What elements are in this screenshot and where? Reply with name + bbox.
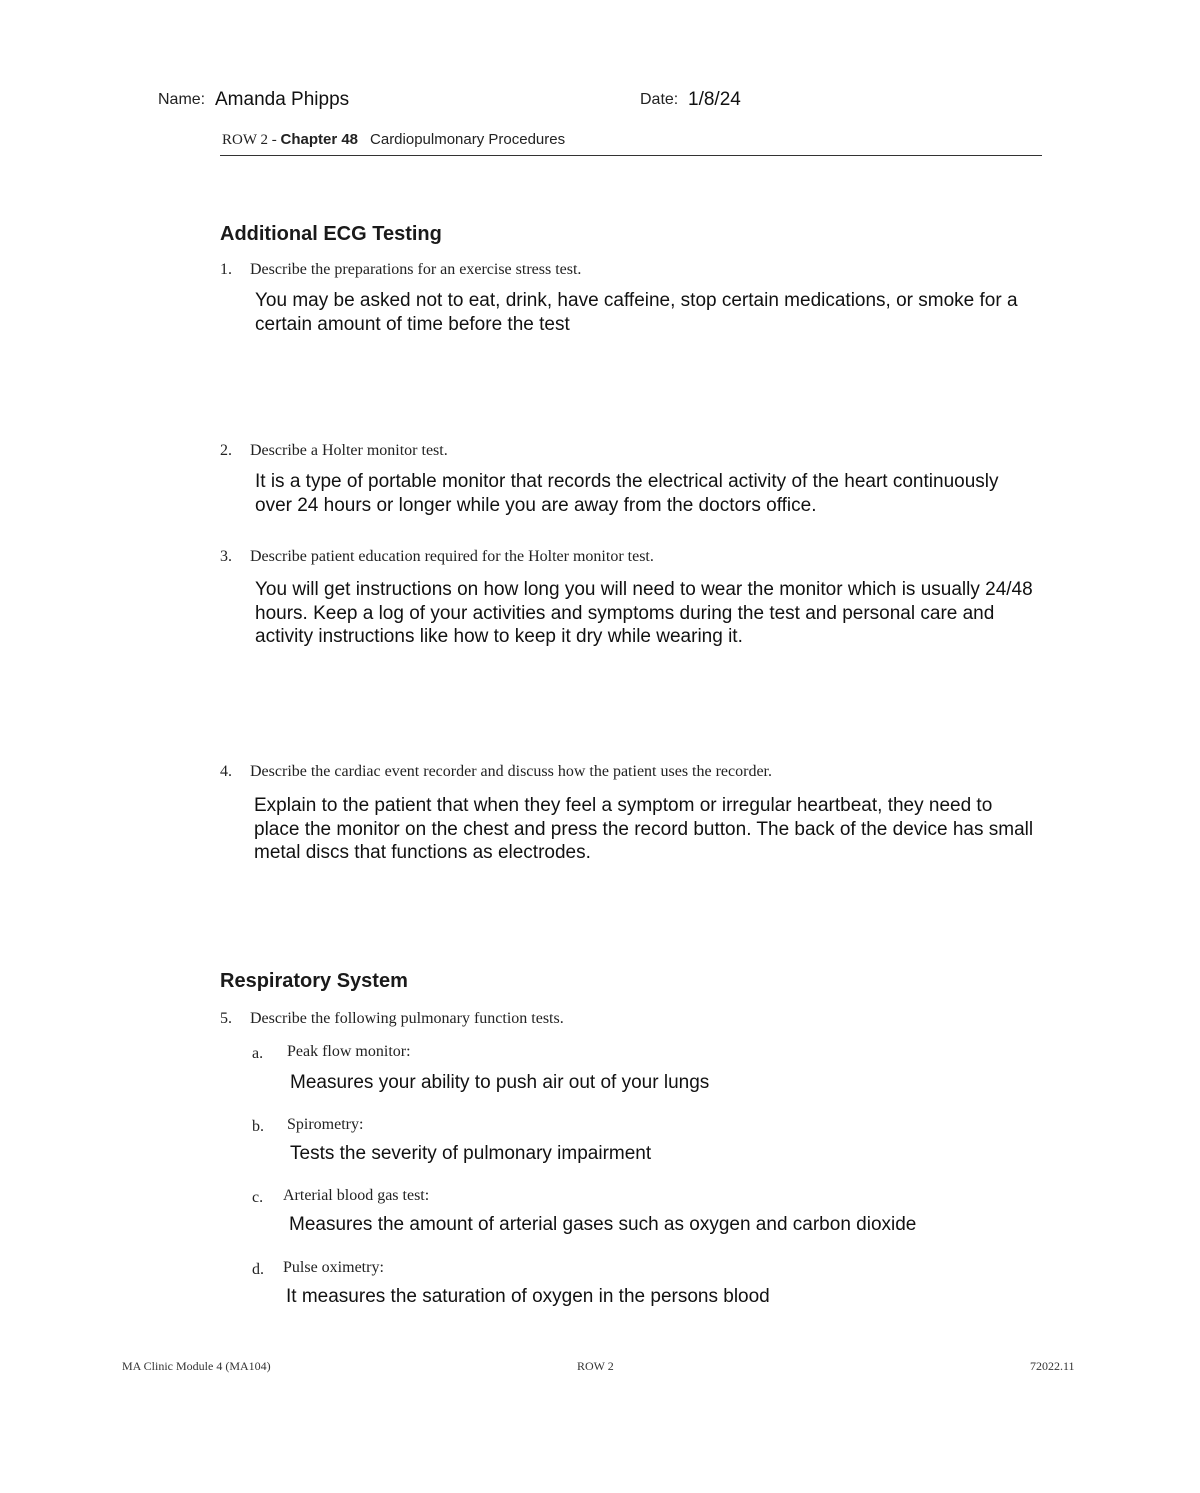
subitem-b-label: Spirometry: — [287, 1116, 364, 1133]
subitem-a-label: Peak flow monitor: — [287, 1043, 411, 1060]
subheading-title: Cardiopulmonary Procedures — [370, 131, 566, 148]
answer-4 — [254, 794, 1114, 865]
subitem-c-answer: Measures the amount of arterial gases such as oxygen and carbon dioxide — [289, 1214, 917, 1235]
question-5-number: 5. — [220, 1010, 232, 1027]
answer-4-line-1: Explain to the patient that when they feel a symptom or irregular heartbeat, they need to — [254, 795, 993, 816]
answer-1-line-2: certain amount of time before the test — [255, 313, 570, 335]
question-2-text: Describe a Holter monitor test. — [250, 442, 448, 459]
header-divider — [220, 155, 1042, 156]
answer-1-line-1: You may be asked not to eat, drink, have caffeine, stop certain medications, or smoke for a — [255, 290, 1018, 311]
footer-course: MA Clinic Module 4 (MA104) — [122, 1359, 271, 1373]
name-label: Name: — [158, 91, 206, 108]
answer-3-line-1: You will get instructions on how long you will need to wear the monitor which is usually 24/48 — [255, 579, 1033, 600]
name-value: Amanda Phipps — [215, 89, 350, 110]
answer-3 — [255, 578, 1115, 649]
subheading-row: ROW 2 - — [222, 132, 281, 148]
section-title-ecg: Additional ECG Testing — [220, 223, 442, 245]
question-1-number: 1. — [220, 261, 232, 278]
document-subheading — [222, 131, 565, 149]
section-title-respiratory: Respiratory System — [220, 970, 408, 992]
subitem-c-label: Arterial blood gas test: — [283, 1187, 430, 1204]
footer-version: 72022.11 — [1030, 1359, 1075, 1373]
subitem-b-letter: b. — [252, 1118, 264, 1135]
answer-4-line-2: place the monitor on the chest and press the record button. The back of the device has small — [254, 818, 1034, 840]
subitem-a-answer: Measures your ability to push air out of your lungs — [290, 1072, 710, 1093]
answer-4-line-3: metal discs that functions as electrodes. — [254, 842, 591, 863]
subitem-c-letter: c. — [252, 1189, 264, 1206]
answer-2 — [255, 470, 1115, 517]
question-3-text: Describe patient education required for the Holter monitor test. — [250, 548, 654, 565]
footer-row: ROW 2 — [577, 1359, 614, 1373]
subitem-d-label: Pulse oximetry: — [283, 1259, 384, 1276]
subitem-d-answer: It measures the saturation of oxygen in the persons blood — [286, 1286, 770, 1307]
answer-1 — [255, 289, 1115, 336]
date-label: Date: — [640, 91, 679, 108]
answer-2-line-1: It is a type of portable monitor that records the electrical activity of the heart continuously — [255, 471, 999, 492]
question-1-text: Describe the preparations for an exercise stress test. — [250, 261, 582, 278]
question-4-text: Describe the cardiac event recorder and discuss how the patient uses the recorder. — [250, 763, 772, 780]
answer-2-line-2: over 24 hours or longer while you are away from the doctors office. — [255, 494, 817, 516]
question-4-number: 4. — [220, 763, 232, 780]
subheading-chapter: Chapter 48 — [280, 131, 359, 148]
subitem-b-answer: Tests the severity of pulmonary impairment — [290, 1143, 652, 1164]
date-value: 1/8/24 — [688, 89, 741, 110]
question-2-number: 2. — [220, 442, 232, 459]
answer-3-line-3: activity instructions like how to keep it dry while wearing it. — [255, 626, 743, 647]
question-5-text: Describe the following pulmonary function tests. — [250, 1010, 564, 1027]
answer-3-line-2: hours. Keep a log of your activities and symptoms during the test and personal care and — [255, 602, 995, 624]
question-3-number: 3. — [220, 548, 232, 565]
subitem-d-letter: d. — [252, 1261, 264, 1278]
subitem-a-letter: a. — [252, 1045, 264, 1062]
